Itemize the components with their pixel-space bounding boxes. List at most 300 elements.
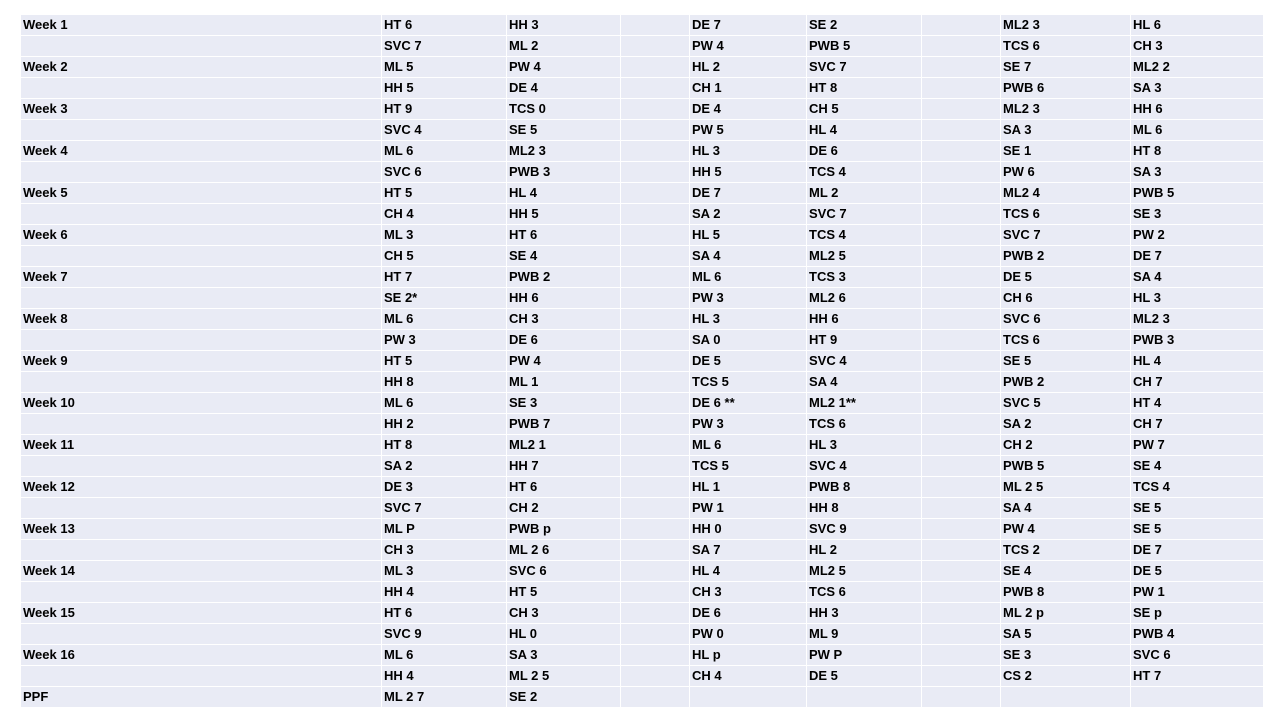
score-cell: ML2 5 — [807, 246, 922, 267]
score-cell: CH 4 — [690, 666, 807, 687]
table-row — [21, 57, 1264, 78]
score-cell: HH 6 — [1131, 99, 1264, 120]
week-label-cell: Week 3 — [21, 99, 382, 120]
empty-cell — [621, 120, 690, 141]
empty-cell — [922, 351, 1001, 372]
empty-cell — [621, 456, 690, 477]
empty-cell — [621, 624, 690, 645]
score-cell: PW 1 — [690, 498, 807, 519]
score-cell: SVC 4 — [382, 120, 507, 141]
score-cell: DE 7 — [690, 183, 807, 204]
week-label-cell: Week 15 — [21, 603, 382, 624]
score-cell: SA 5 — [1001, 624, 1131, 645]
score-cell: ML 6 — [382, 309, 507, 330]
score-cell: ML2 3 — [1131, 309, 1264, 330]
empty-cell — [621, 540, 690, 561]
score-cell: HH 8 — [382, 372, 507, 393]
table-row — [21, 456, 1264, 477]
week-label-cell: Week 6 — [21, 225, 382, 246]
score-cell: PWB 7 — [507, 414, 621, 435]
table-row — [21, 78, 1264, 99]
empty-cell — [922, 582, 1001, 603]
score-cell: TCS 2 — [1001, 540, 1131, 561]
empty-cell — [621, 15, 690, 36]
score-cell: ML 6 — [690, 267, 807, 288]
score-cell: SA 0 — [690, 330, 807, 351]
table-row — [21, 15, 1264, 36]
score-cell: DE 6 — [807, 141, 922, 162]
score-cell: HL p — [690, 645, 807, 666]
empty-cell — [621, 183, 690, 204]
empty-cell — [621, 141, 690, 162]
empty-cell — [922, 288, 1001, 309]
empty-cell — [621, 309, 690, 330]
week-label-cell: Week 4 — [21, 141, 382, 162]
table-row — [21, 204, 1264, 225]
score-cell: PW 4 — [507, 57, 621, 78]
score-cell: PW 0 — [690, 624, 807, 645]
score-cell: DE 6 — [690, 603, 807, 624]
table-row — [21, 225, 1264, 246]
score-cell: HL 4 — [690, 561, 807, 582]
score-cell: ML 1 — [507, 372, 621, 393]
score-cell: HH 7 — [507, 456, 621, 477]
empty-cell — [807, 687, 922, 708]
table-row — [21, 288, 1264, 309]
score-cell: PWB 5 — [1131, 183, 1264, 204]
empty-cell — [621, 162, 690, 183]
score-cell: PWB 8 — [807, 477, 922, 498]
score-cell: PWB 8 — [1001, 582, 1131, 603]
table-row — [21, 120, 1264, 141]
score-cell: SA 4 — [690, 246, 807, 267]
score-cell: TCS 5 — [690, 372, 807, 393]
score-cell: SVC 7 — [382, 498, 507, 519]
empty-cell — [621, 687, 690, 708]
score-cell: CH 6 — [1001, 288, 1131, 309]
score-cell: CH 3 — [507, 309, 621, 330]
week-label-cell — [21, 666, 382, 687]
score-cell: ML 6 — [382, 393, 507, 414]
score-cell: HT 8 — [1131, 141, 1264, 162]
score-cell: HL 3 — [690, 141, 807, 162]
week-label-cell — [21, 414, 382, 435]
week-label-cell: Week 11 — [21, 435, 382, 456]
empty-cell — [922, 309, 1001, 330]
score-cell: PW 4 — [690, 36, 807, 57]
score-cell: SVC 7 — [807, 57, 922, 78]
table-row — [21, 582, 1264, 603]
score-cell: SA 2 — [1001, 414, 1131, 435]
week-label-cell — [21, 120, 382, 141]
score-cell: SA 3 — [507, 645, 621, 666]
score-cell: PWB 2 — [507, 267, 621, 288]
week-label-cell — [21, 582, 382, 603]
score-cell: SVC 4 — [807, 351, 922, 372]
score-cell: PW 4 — [1001, 519, 1131, 540]
score-cell: HH 5 — [690, 162, 807, 183]
week-label-cell: Week 13 — [21, 519, 382, 540]
week-label-cell — [21, 36, 382, 57]
empty-cell — [621, 57, 690, 78]
score-cell: DE 5 — [807, 666, 922, 687]
table-row — [21, 477, 1264, 498]
empty-cell — [621, 393, 690, 414]
score-cell: TCS 4 — [807, 225, 922, 246]
score-cell: PWB 5 — [1001, 456, 1131, 477]
score-cell: DE 3 — [382, 477, 507, 498]
score-cell: HT 4 — [1131, 393, 1264, 414]
empty-cell — [621, 330, 690, 351]
score-cell: ML2 1** — [807, 393, 922, 414]
score-cell: PWB 2 — [1001, 246, 1131, 267]
table-row — [21, 561, 1264, 582]
score-cell: SA 4 — [807, 372, 922, 393]
score-cell: SE 5 — [1131, 498, 1264, 519]
table-row — [21, 183, 1264, 204]
schedule-sheet — [21, 15, 1264, 708]
empty-cell — [621, 372, 690, 393]
empty-cell — [922, 603, 1001, 624]
empty-cell — [621, 246, 690, 267]
score-cell: SVC 6 — [382, 162, 507, 183]
score-cell: SE 3 — [1001, 645, 1131, 666]
empty-cell — [922, 477, 1001, 498]
table-row — [21, 645, 1264, 666]
score-cell: HT 5 — [382, 351, 507, 372]
empty-cell — [621, 435, 690, 456]
score-cell: TCS 6 — [807, 414, 922, 435]
score-cell: ML2 3 — [507, 141, 621, 162]
empty-cell — [621, 498, 690, 519]
schedule-table — [21, 15, 1264, 708]
table-row — [21, 687, 1264, 708]
score-cell: HT 8 — [382, 435, 507, 456]
week-label-cell — [21, 246, 382, 267]
score-cell: ML2 2 — [1131, 57, 1264, 78]
score-cell: DE 6 ** — [690, 393, 807, 414]
empty-cell — [621, 519, 690, 540]
score-cell: PW P — [807, 645, 922, 666]
score-cell: SVC 5 — [1001, 393, 1131, 414]
score-cell: DE 7 — [690, 15, 807, 36]
score-cell: ML 6 — [690, 435, 807, 456]
week-label-cell: PPF — [21, 687, 382, 708]
score-cell: PW 2 — [1131, 225, 1264, 246]
empty-cell — [621, 477, 690, 498]
score-cell: HL 0 — [507, 624, 621, 645]
score-cell: SA 3 — [1131, 78, 1264, 99]
score-cell: TCS 3 — [807, 267, 922, 288]
empty-cell — [922, 561, 1001, 582]
score-cell: HH 5 — [382, 78, 507, 99]
empty-cell — [690, 687, 807, 708]
score-cell: CH 3 — [507, 603, 621, 624]
score-cell: PWB 6 — [1001, 78, 1131, 99]
empty-cell — [922, 225, 1001, 246]
week-label-cell — [21, 498, 382, 519]
table-row — [21, 330, 1264, 351]
score-cell: PW 3 — [690, 288, 807, 309]
score-cell: ML P — [382, 519, 507, 540]
score-cell: PW 6 — [1001, 162, 1131, 183]
score-cell: SE 3 — [1131, 204, 1264, 225]
score-cell: PWB 3 — [507, 162, 621, 183]
score-cell: HT 7 — [382, 267, 507, 288]
empty-cell — [922, 624, 1001, 645]
score-cell: DE 7 — [1131, 246, 1264, 267]
score-cell: ML 6 — [382, 141, 507, 162]
score-cell: SE 2 — [507, 687, 621, 708]
score-cell: ML2 5 — [807, 561, 922, 582]
score-cell: HL 4 — [1131, 351, 1264, 372]
table-row — [21, 498, 1264, 519]
empty-cell — [621, 36, 690, 57]
score-cell: DE 5 — [1131, 561, 1264, 582]
score-cell: ML 2 6 — [507, 540, 621, 561]
score-cell: HL 3 — [1131, 288, 1264, 309]
schedule-table-body — [21, 15, 1264, 708]
score-cell: SE 2 — [807, 15, 922, 36]
score-cell: ML 3 — [382, 561, 507, 582]
score-cell: ML2 4 — [1001, 183, 1131, 204]
score-cell: CH 7 — [1131, 372, 1264, 393]
score-cell: TCS 4 — [807, 162, 922, 183]
empty-cell — [922, 393, 1001, 414]
table-row — [21, 372, 1264, 393]
empty-cell — [922, 540, 1001, 561]
score-cell: SE 5 — [1001, 351, 1131, 372]
empty-cell — [621, 666, 690, 687]
score-cell: TCS 6 — [1001, 36, 1131, 57]
score-cell: CH 7 — [1131, 414, 1264, 435]
score-cell: SA 3 — [1131, 162, 1264, 183]
empty-cell — [621, 99, 690, 120]
empty-cell — [621, 561, 690, 582]
week-label-cell: Week 8 — [21, 309, 382, 330]
table-row — [21, 414, 1264, 435]
empty-cell — [922, 204, 1001, 225]
empty-cell — [922, 498, 1001, 519]
empty-cell — [621, 78, 690, 99]
empty-cell — [922, 267, 1001, 288]
empty-cell — [922, 435, 1001, 456]
week-label-cell — [21, 372, 382, 393]
score-cell: HH 2 — [382, 414, 507, 435]
score-cell: SE 5 — [1131, 519, 1264, 540]
score-cell: SVC 9 — [382, 624, 507, 645]
week-label-cell — [21, 540, 382, 561]
score-cell: HL 6 — [1131, 15, 1264, 36]
empty-cell — [922, 687, 1001, 708]
score-cell: HH 4 — [382, 582, 507, 603]
empty-cell — [922, 456, 1001, 477]
table-row — [21, 309, 1264, 330]
score-cell: CH 2 — [1001, 435, 1131, 456]
empty-cell — [922, 372, 1001, 393]
score-cell: HH 4 — [382, 666, 507, 687]
week-label-cell — [21, 456, 382, 477]
week-label-cell — [21, 162, 382, 183]
empty-cell — [922, 519, 1001, 540]
score-cell: PW 3 — [690, 414, 807, 435]
score-cell: SA 2 — [382, 456, 507, 477]
empty-cell — [621, 351, 690, 372]
empty-cell — [922, 414, 1001, 435]
score-cell: HT 6 — [382, 15, 507, 36]
score-cell: DE 6 — [507, 330, 621, 351]
score-cell: HH 3 — [807, 603, 922, 624]
week-label-cell — [21, 204, 382, 225]
empty-cell — [922, 645, 1001, 666]
score-cell: TCS 0 — [507, 99, 621, 120]
score-cell: DE 5 — [1001, 267, 1131, 288]
score-cell: HL 2 — [807, 540, 922, 561]
week-label-cell: Week 10 — [21, 393, 382, 414]
score-cell: HT 6 — [507, 477, 621, 498]
week-label-cell: Week 9 — [21, 351, 382, 372]
score-cell: SA 4 — [1131, 267, 1264, 288]
score-cell: ML 2 — [507, 36, 621, 57]
empty-cell — [922, 120, 1001, 141]
score-cell: HT 7 — [1131, 666, 1264, 687]
table-row — [21, 141, 1264, 162]
week-label-cell: Week 12 — [21, 477, 382, 498]
empty-cell — [922, 246, 1001, 267]
score-cell: HT 5 — [382, 183, 507, 204]
score-cell: HH 6 — [507, 288, 621, 309]
score-cell: PW 5 — [690, 120, 807, 141]
empty-cell — [621, 204, 690, 225]
empty-cell — [621, 288, 690, 309]
score-cell: TCS 6 — [807, 582, 922, 603]
score-cell: HT 6 — [507, 225, 621, 246]
table-row — [21, 351, 1264, 372]
week-label-cell: Week 14 — [21, 561, 382, 582]
score-cell: PWB 4 — [1131, 624, 1264, 645]
score-cell: CH 5 — [807, 99, 922, 120]
score-cell: CH 5 — [382, 246, 507, 267]
score-cell: SVC 6 — [1001, 309, 1131, 330]
score-cell: PW 1 — [1131, 582, 1264, 603]
table-row — [21, 99, 1264, 120]
week-label-cell: Week 1 — [21, 15, 382, 36]
score-cell: SVC 6 — [507, 561, 621, 582]
table-row — [21, 435, 1264, 456]
empty-cell — [922, 330, 1001, 351]
score-cell: HL 3 — [690, 309, 807, 330]
score-cell: ML 2 7 — [382, 687, 507, 708]
empty-cell — [922, 15, 1001, 36]
score-cell: SE 4 — [507, 246, 621, 267]
score-cell: DE 4 — [690, 99, 807, 120]
score-cell: SVC 9 — [807, 519, 922, 540]
score-cell: CH 1 — [690, 78, 807, 99]
table-row — [21, 666, 1264, 687]
table-row — [21, 603, 1264, 624]
score-cell: TCS 6 — [1001, 204, 1131, 225]
score-cell: DE 5 — [690, 351, 807, 372]
table-row — [21, 540, 1264, 561]
score-cell: ML 2 5 — [1001, 477, 1131, 498]
table-row — [21, 162, 1264, 183]
table-row — [21, 624, 1264, 645]
score-cell: PW 3 — [382, 330, 507, 351]
score-cell: HT 9 — [382, 99, 507, 120]
score-cell: SA 3 — [1001, 120, 1131, 141]
score-cell: CH 4 — [382, 204, 507, 225]
score-cell: DE 4 — [507, 78, 621, 99]
score-cell: TCS 6 — [1001, 330, 1131, 351]
score-cell: PWB 3 — [1131, 330, 1264, 351]
score-cell: SVC 4 — [807, 456, 922, 477]
empty-cell — [922, 36, 1001, 57]
score-cell: HH 6 — [807, 309, 922, 330]
empty-cell — [621, 414, 690, 435]
week-label-cell — [21, 330, 382, 351]
empty-cell — [1131, 687, 1264, 708]
score-cell: SE 4 — [1001, 561, 1131, 582]
week-label-cell — [21, 78, 382, 99]
week-label-cell: Week 16 — [21, 645, 382, 666]
score-cell: HH 3 — [507, 15, 621, 36]
score-cell: TCS 4 — [1131, 477, 1264, 498]
score-cell: HH 8 — [807, 498, 922, 519]
score-cell: SE 4 — [1131, 456, 1264, 477]
empty-cell — [621, 603, 690, 624]
score-cell: DE 7 — [1131, 540, 1264, 561]
score-cell: HL 4 — [807, 120, 922, 141]
score-cell: PWB p — [507, 519, 621, 540]
score-cell: ML 2 5 — [507, 666, 621, 687]
score-cell: ML 2 p — [1001, 603, 1131, 624]
empty-cell — [922, 99, 1001, 120]
score-cell: ML2 3 — [1001, 15, 1131, 36]
score-cell: CH 3 — [1131, 36, 1264, 57]
score-cell: SA 7 — [690, 540, 807, 561]
score-cell: SVC 7 — [382, 36, 507, 57]
score-cell: HL 2 — [690, 57, 807, 78]
empty-cell — [922, 162, 1001, 183]
score-cell: SE 1 — [1001, 141, 1131, 162]
score-cell: CH 2 — [507, 498, 621, 519]
score-cell: HT 5 — [507, 582, 621, 603]
score-cell: PWB 2 — [1001, 372, 1131, 393]
score-cell: ML2 1 — [507, 435, 621, 456]
empty-cell — [621, 645, 690, 666]
week-label-cell: Week 5 — [21, 183, 382, 204]
score-cell: TCS 5 — [690, 456, 807, 477]
table-row — [21, 246, 1264, 267]
score-cell: HL 3 — [807, 435, 922, 456]
score-cell: PW 7 — [1131, 435, 1264, 456]
week-label-cell — [21, 624, 382, 645]
score-cell: SE 3 — [507, 393, 621, 414]
score-cell: HL 1 — [690, 477, 807, 498]
empty-cell — [922, 57, 1001, 78]
empty-cell — [922, 183, 1001, 204]
score-cell: CS 2 — [1001, 666, 1131, 687]
score-cell: SE p — [1131, 603, 1264, 624]
score-cell: ML 9 — [807, 624, 922, 645]
score-cell: ML 5 — [382, 57, 507, 78]
score-cell: ML2 6 — [807, 288, 922, 309]
empty-cell — [922, 141, 1001, 162]
week-label-cell — [21, 288, 382, 309]
score-cell: ML2 3 — [1001, 99, 1131, 120]
empty-cell — [1001, 687, 1131, 708]
score-cell: CH 3 — [382, 540, 507, 561]
